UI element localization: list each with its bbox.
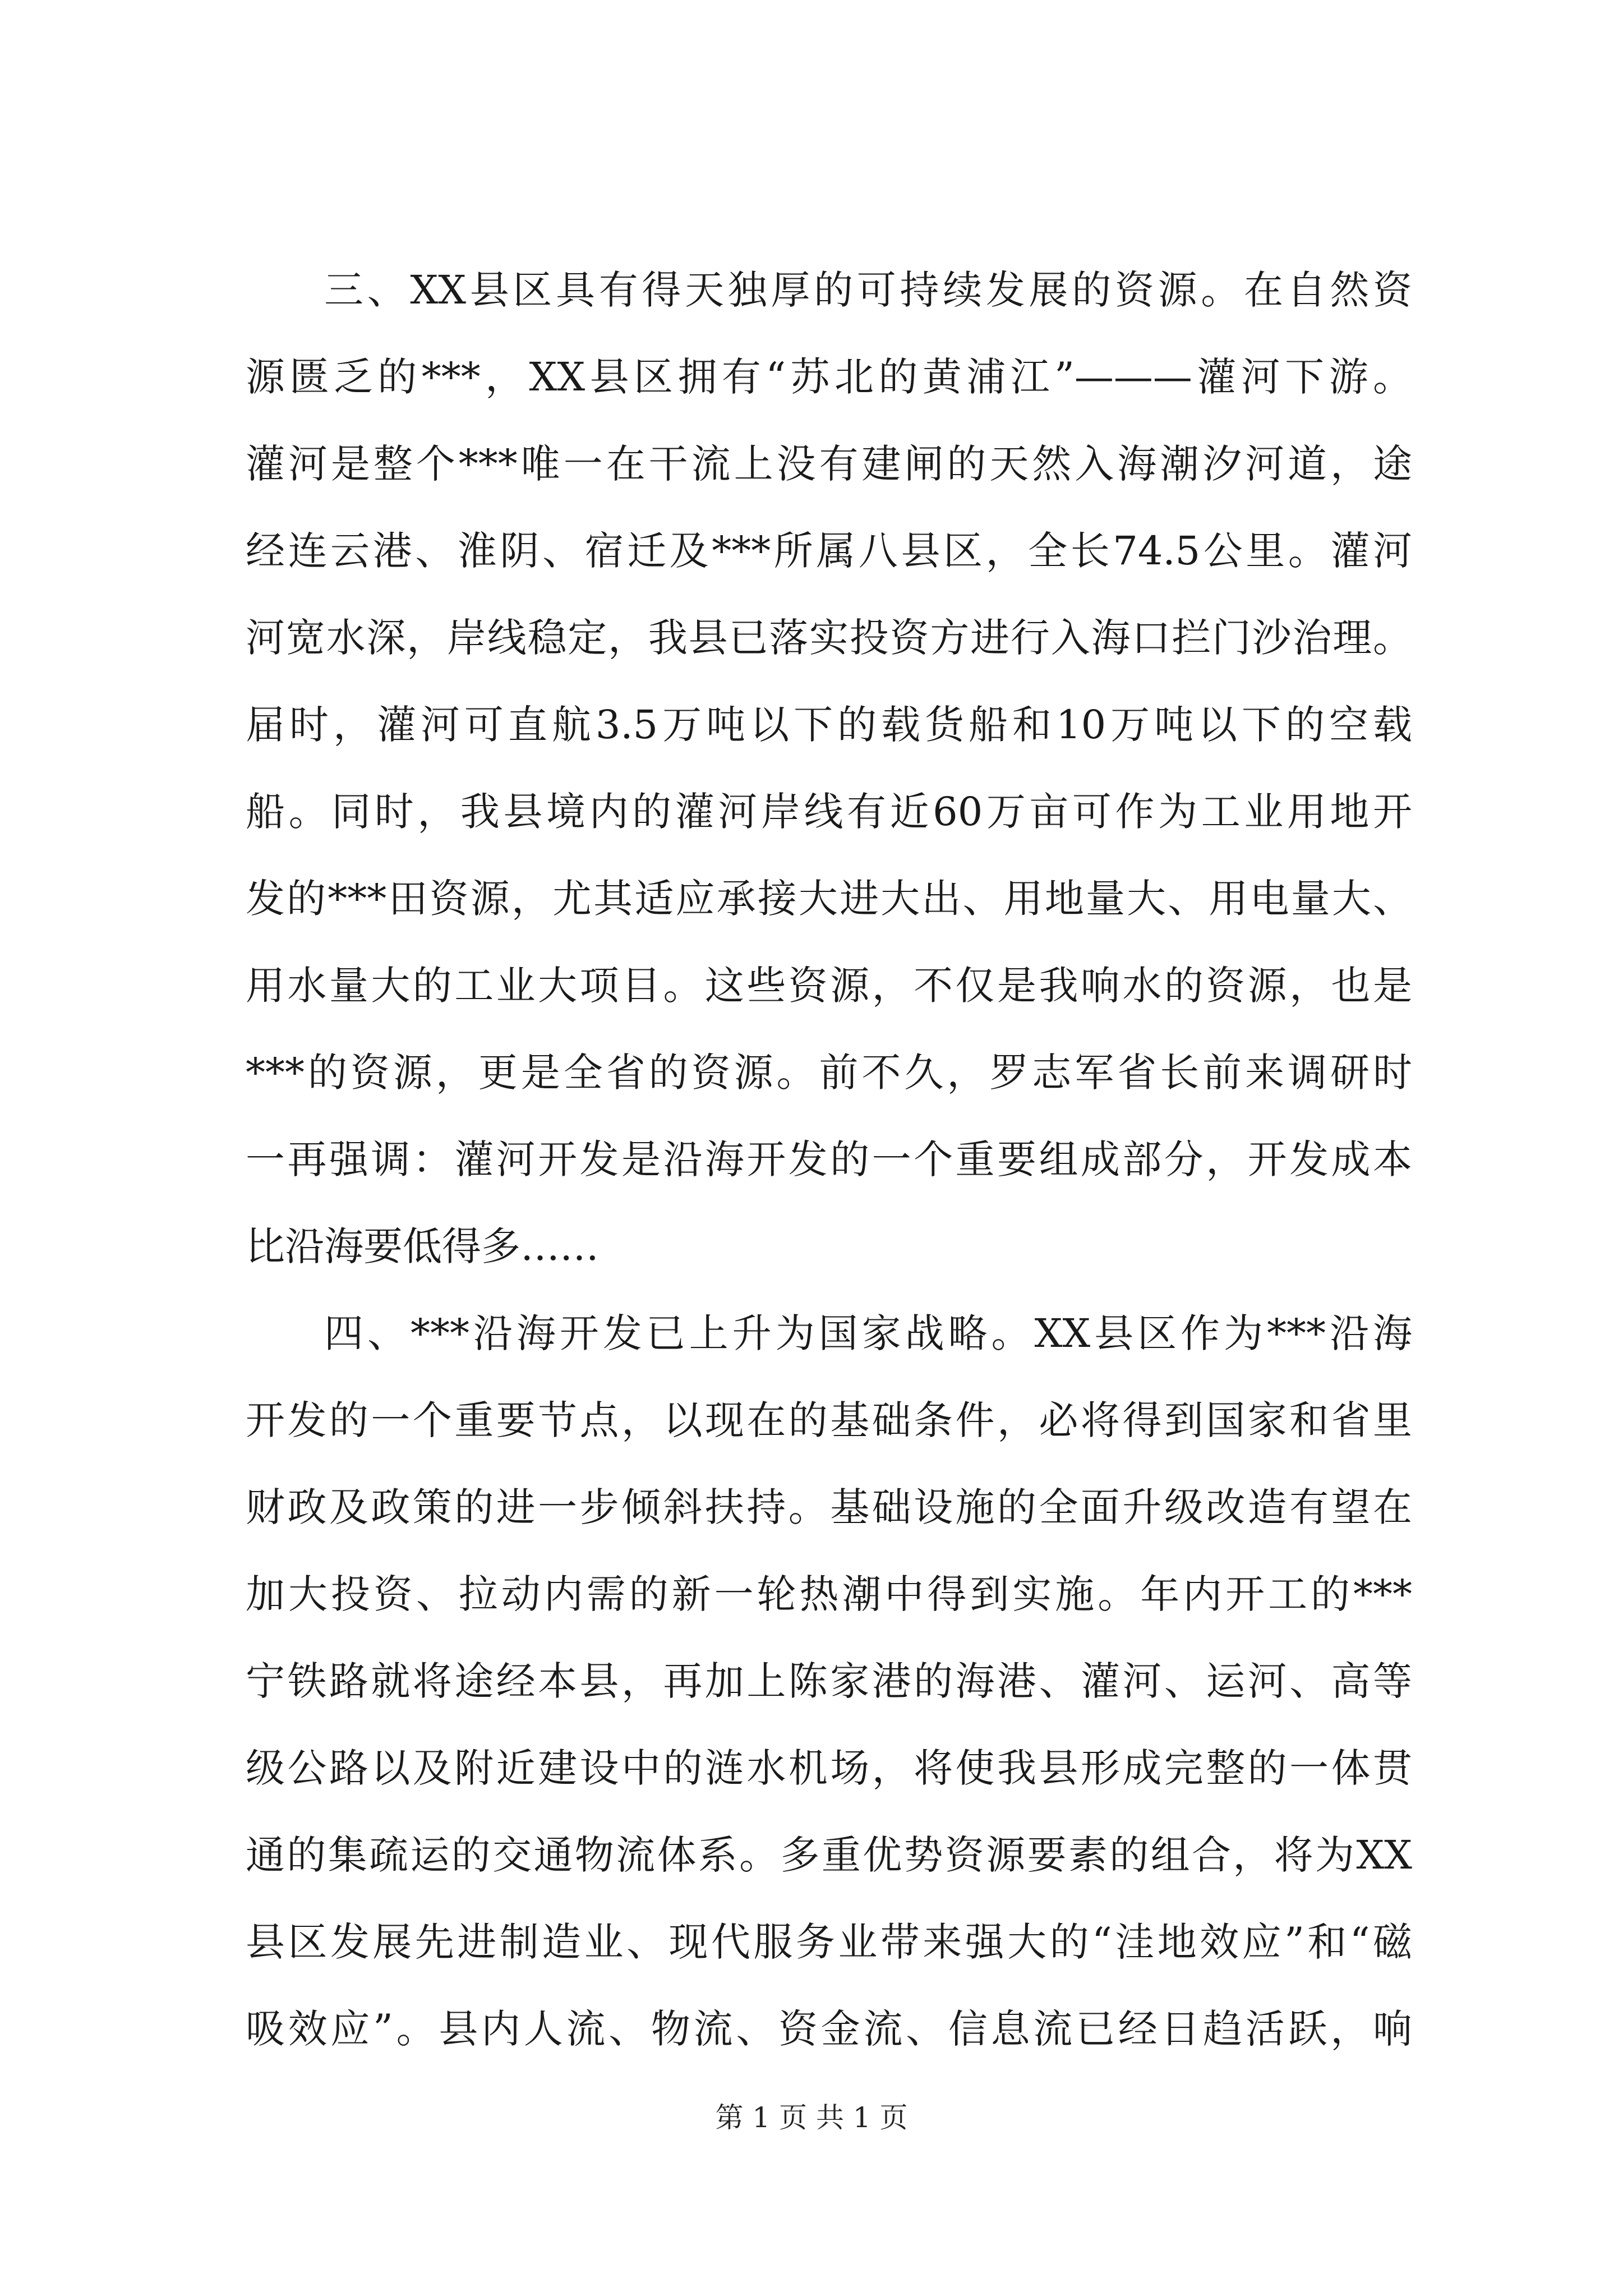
text-line: 三、XX县区具有得天独厚的可持续发展的资源。在自然资: [324, 267, 1412, 313]
text-line: 县区发展先进制造业、现代服务业带来强大的“洼地效应”和“磁: [246, 1919, 1412, 1965]
text-line: 一再强调：灌河开发是沿海开发的一个重要组成部分，开发成本: [246, 1137, 1412, 1182]
text-line: 开发的一个重要节点，以现在的基础条件，必将得到国家和省里: [246, 1397, 1412, 1443]
text-line: 宁铁路就将途经本县，再加上陈家港的海港、灌河、运河、高等: [246, 1658, 1412, 1704]
document-body: [246, 247, 1412, 2073]
text-line: 级公路以及附近建设中的涟水机场，将使我县形成完整的一体贯: [246, 1745, 1412, 1791]
text-line: 经连云港、淮阴、宿迁及***所属八县区，全长74.5公里。灌河: [246, 528, 1412, 574]
text-line: 河宽水深，岸线稳定，我县已落实投资方进行入海口拦门沙治理。: [246, 615, 1412, 661]
text-line: 用水量大的工业大项目。这些资源，不仅是我响水的资源，也是: [246, 963, 1412, 1009]
text-line: 源匮乏的***，XX县区拥有“苏北的黄浦江”———灌河下游。: [246, 354, 1412, 400]
paragraph-three: [246, 247, 1412, 1290]
paragraph-four: [246, 1290, 1412, 2073]
text-line: 通的集疏运的交通物流体系。多重优势资源要素的组合，将为XX: [246, 1832, 1412, 1878]
page-number-footer: 第 1 页 共 1 页: [715, 2101, 908, 2134]
text-line: 加大投资、拉动内需的新一轮热潮中得到实施。年内开工的***: [246, 1571, 1412, 1617]
text-line: 四、***沿海开发已上升为国家战略。XX县区作为***沿海: [324, 1310, 1412, 1356]
text-line: 灌河是整个***唯一在干流上没有建闸的天然入海潮汐河道，途: [246, 441, 1412, 487]
text-line: 吸效应”。县内人流、物流、资金流、信息流已经日趋活跃，响: [246, 2006, 1412, 2052]
text-line: 财政及政策的进一步倾斜扶持。基础设施的全面升级改造有望在: [246, 1484, 1412, 1530]
text-line: ***的资源，更是全省的资源。前不久，罗志军省长前来调研时: [246, 1050, 1412, 1096]
text-line: 届时，灌河可直航3.5万吨以下的载货船和10万吨以下的空载: [246, 702, 1412, 748]
text-line: 发的***田资源，尤其适应承接大进大出、用地量大、用电量大、: [246, 876, 1412, 922]
text-line: 船。同时，我县境内的灌河岸线有近60万亩可作为工业用地开: [246, 789, 1412, 835]
text-line: 比沿海要低得多……: [246, 1223, 599, 1269]
